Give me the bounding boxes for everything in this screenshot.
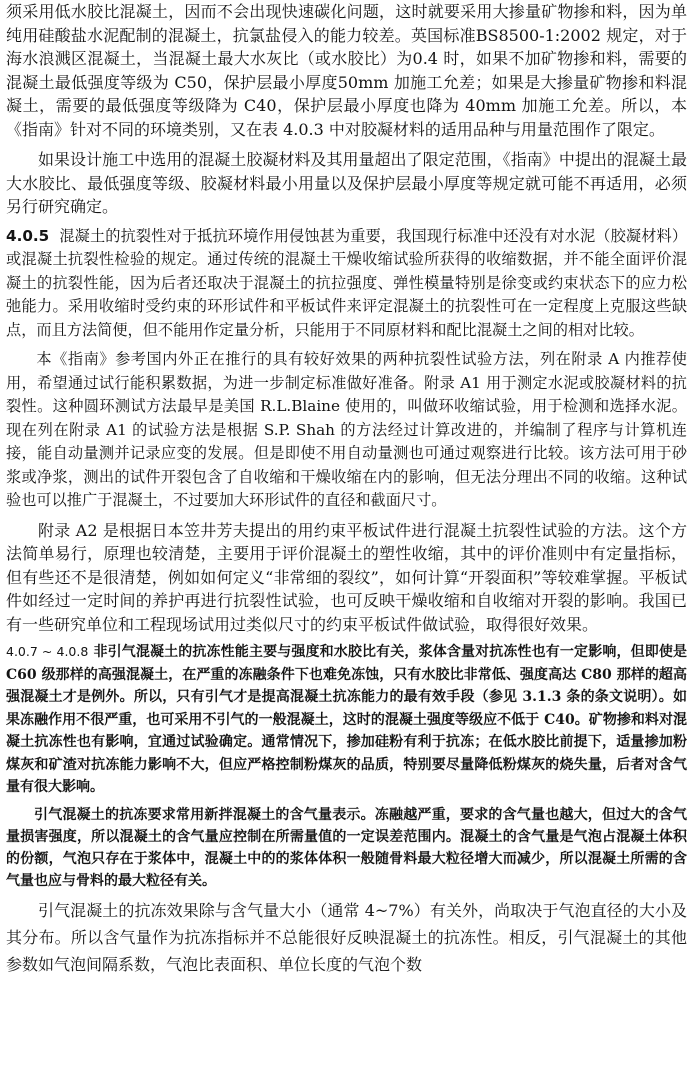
paragraph-text: 混凝土的抗裂性对于抵抗环境作用侵蚀甚为重要，我国现行标准中还没有对水泥（胶凝材料）或混凝土抗裂性检验的规定。通过传统的混凝土干燥收缩试验所获得的收缩数据，并不能全面评价混凝土的抗裂性能，因为后者还取决于混凝土的抗拉强度、弹性模量特别是徐变或约束状态下的应力松弛能力。采用收缩时受约束的环形试件和平板试件来评定混凝土的抗裂性可在一定程度上克服这些缺点，而且方法简便，但不能用作定量分析，只能用于不同原材料和配比混凝土之间的相对比较。 [6,226,687,339]
paragraph [6,148,687,219]
paragraph-text: 非引气混凝土的抗冻性能主要与强度和水胶比有关，浆体含量对抗冻性也有一定影响，但即使是 C60 级那样的高强混凝土，在严重的冻融条件下也难免冻蚀，只有水胶比非常低、强度高达 C80 那样的超高强混凝土才是例外。所以，只有引气才是提高混凝土抗冻能力的最有效手段（参见 3.1.3 条的条文说明）。如果冻融作用不很严重，也可采用不引气的一般混凝土，这时的混凝土强度等级应不低于 C40。矿物掺和料对混凝土抗冻性也有影响，宜通过试验确定。通常情况下，掺加硅粉有利于抗冻；在低水胶比前提下，适量掺加粉煤灰和矿渣对抗冻能力影响不大，但应严格控制粉煤灰的品质，特别要尽量降低粉煤灰的烧失量，后者对含气量有很大影响。 [6,644,688,795]
section-paragraph [6,225,687,343]
paragraph-text: 附录 A2 是根据日本笠井芳夫提出的用约束平板试件进行混凝土抗裂性试验的方法。这个方法简单易行，原理也较清楚，主要用于评价混凝土的塑性收缩，其中的评价准则中有定量指标，但有些还不是很清楚，例如如何定义“非常细的裂纹”，如何计算“开裂面积”等较难掌握。平板试件如经过一定时间的养护再进行抗裂性试验，也可反映干燥收缩和自收缩对开裂的影响。我国已有一些研究单位和工程现场试用过类似尺寸的约束平板试件做试验，取得很好效果。 [6,520,687,634]
paragraph [6,348,687,513]
paragraph-text: 如果设计施工中选用的混凝土胶凝材料及其用量超出了限定范围，《指南》中提出的混凝土最大水胶比、最低强度等级、胶凝材料最小用量以及保护层最小厚度等规定就可能不再适用，必须另行研究确定。 [6,150,687,216]
paragraph-continued [6,0,687,141]
section-paragraph [6,641,687,799]
paragraph-text: 引气混凝土的抗冻要求常用新拌混凝土的含气量表示。冻融越严重，要求的含气量也越大，但过大的含气量损害强度，所以混凝土的含气量应控制在所需量值的一定误差范围内。混凝土的含气量是气泡占混凝土体积的份额，气泡只存在于浆体中，混凝土中的的浆体体积一般随骨料最大粒径增大而减少，所以混凝土所需的含气量也应与骨料的最大粒径有关。 [6,806,687,889]
paragraph [6,897,687,978]
paragraph-text: 引气混凝土的抗冻效果除与含气量大小（通常 4~7%）有关外，尚取决于气泡直径的大小及其分布。所以含气量作为抗冻指标并不总能很好反映混凝土的抗冻性。相反，引气混凝土的其他参数如气泡间隔系数，气泡比表面积、单位长度的气泡个数 [6,900,687,974]
paragraph [6,519,687,637]
paragraph-text: 须采用低水胶比混凝土，因而不会出现快速碳化问题，这时就要采用大掺量矿物掺和料，因为单纯用硅酸盐水泥配制的混凝土，抗氯盐侵入的能力较差。英国标准BS8500-1:2002 规定，对于海水浪溅区混凝土，当混凝土最大水灰比（或水胶比）为0.4 时，如果不加矿物掺和料，需要的混凝土最低强度等级为 C50，保护层最小厚度50mm 加施工允差；如果是大掺量矿物掺和料混凝土，需要的最低强度等级降为 C40，保护层最小厚度也降为 40mm 加施工允差。所以，本《指南》针对不同的环境类别，又在表 4.0.3 中对胶凝材料的适用品种与用量范围作了限定。 [6,2,687,139]
section-number: 4.0.7 ~ 4.0.8 [6,644,89,659]
paragraph-text: 本《指南》参考国内外正在推行的具有较好效果的两种抗裂性试验方法，列在附录 A 内推荐使用，希望通过试行能积累数据，为进一步制定标准做好准备。附录 A1 用于测定水泥或胶凝材料的抗裂性。这种圆环测试方法最早是美国 R.L.Blaine 使用的，叫做环收缩试验，用于检测和选择水泥。现在列在附录 A1 的试验方法是根据 S.P. Shah 的方法经过计算改进的，并编制了程序与计算机连接，能自动量测并记录应变的发展。但是即使不用自动量测也可通过观察进行比较。该方法可用于砂浆或净浆，测出的试件开裂包含了自收缩和干燥收缩在内的影响，但无法分理出不同的收缩。这种试验也可以推广于混凝土，不过要加大环形试件的直径和截面尺寸。 [6,350,687,509]
section-number: 4.0.5 [6,226,50,245]
paragraph [6,804,687,892]
